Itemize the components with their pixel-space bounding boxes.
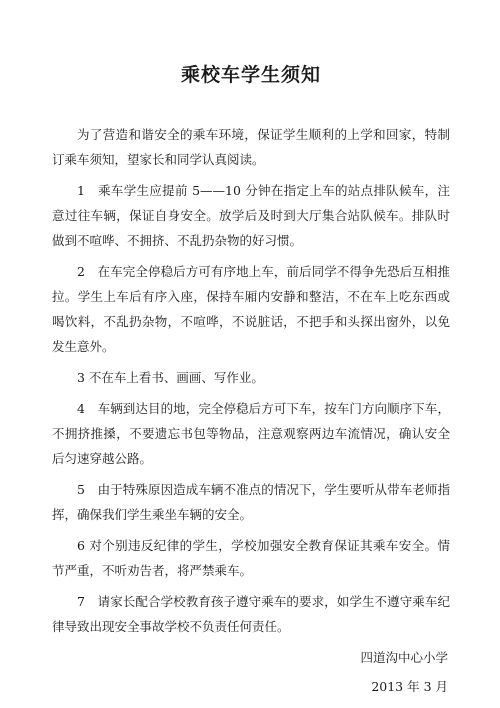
rule-paragraph-4: 4 车辆到达目的地，完全停稳后方可下车，按车门方向顺序下车，不拥挤推搡，不要遗忘书包等物品，注意观察两边车流情况，确认安全后匀速穿越公路。	[52, 401, 450, 466]
signature-block	[52, 645, 450, 699]
rule-paragraph-2: 2 在车完全停稳后方可有序地上车，前后同学不得争先恐后互相推拉。学生上车后有序入座，保持车厢内安静和整洁，不在车上吃东西或喝饮料，不乱扔杂物，不喧哗，不说脏话，不把手和头探出窗外，以免发生意外。	[52, 264, 450, 354]
document-title: 乘校车学生须知	[180, 64, 321, 86]
issue-date: 2013 年 3 月	[371, 679, 448, 694]
rule-paragraph-6: 6 对个别违反纪律的学生，学校加强安全教育保证其乘车安全。情节严重，不听劝告者，将严禁乘车。	[52, 538, 450, 578]
rule-paragraph-5: 5 由于特殊原因造成车辆不准点的情况下，学生要听从带车老师指挥，确保我们学生乘坐车辆的安全。	[52, 482, 450, 522]
rule-paragraph-3: 3 不在车上看书、画画、写作业。	[77, 370, 264, 385]
intro-paragraph: 为了营造和谐安全的乘车环境，保证学生顺利的上学和回家，特制订乘车须知，望家长和同学认真阅读。	[52, 127, 450, 167]
rule-paragraph-1: 1 乘车学生应提前 5——10 分钟在指定上车的站点排队候车，注意过往车辆，保证自身安全。放学后及时到大厅集合站队候车。排队时做到不喧哗、不拥挤、不乱扔杂物的好习惯。	[52, 183, 450, 248]
document-body	[52, 122, 450, 639]
rule-paragraph-7: 7 请家长配合学校教育孩子遵守乘车的要求，如学生不遵守乘车纪律导致出现安全事故学校不负责任何责任。	[52, 594, 450, 634]
school-name: 四道沟中心小学	[360, 650, 448, 665]
